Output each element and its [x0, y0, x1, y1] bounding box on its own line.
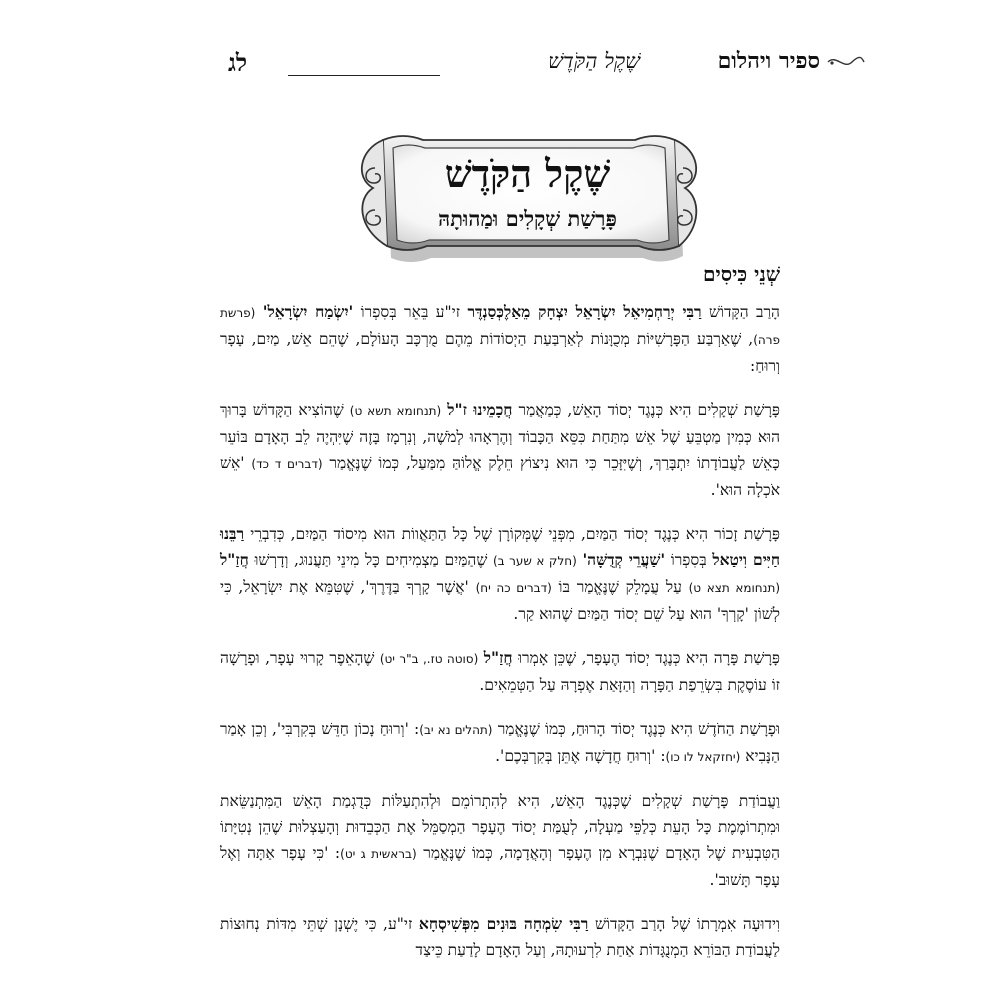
name-emphasis: רַבִּי יְרַחְמִיאֵל יִשְׂרָאֵל יִצְחָק מֵאַלֶכְּסַנְדֶּר	[467, 302, 702, 321]
text-run: , שֶׁאַרְבַּע הַפָּרָשִׁיּוֹת מְכֻוָּנוֹת לְאַרְבַּעַת הַיְסוֹדוֹת מֵהֶם מֻרְכָּב הָעוֹלָם, שֶׁהֵם אֵשׁ, מַיִם, עָפָר וְרוּחַ:	[220, 330, 780, 375]
running-section-title: שֶׁקֶל הַקֹּדֶשׁ	[548, 49, 640, 73]
book-title-emphasis: 'יִשְׂמַח יִשְׂרָאֵל'	[262, 302, 354, 321]
paragraph	[220, 299, 780, 379]
text-run: שֶׁהַמַּיִם מַצְמִיחִים כָּל מִינֵי תַּעֲנוּג, וְדָרְשׁוּ	[248, 551, 493, 569]
paragraph	[220, 645, 780, 698]
name-emphasis: רַבֵּנוּ חַיִּים וִיטַאל	[220, 524, 781, 569]
text-run: : 'וְרוּחַ חֲדָשָׁה אֶתֵּן בְּקִרְבְּכֶם'.	[495, 747, 666, 765]
text-run: פָּרָשַׁת פָּרָה הִיא כְּנֶגֶד יְסוֹד הֶעָפָר, שֶׁכֵּן אָמְרוּ	[512, 649, 781, 667]
source-reference: (תנחומא תשא ט)	[349, 404, 442, 418]
text-run: פָּרָשַׁת שְׁקָלִים הִיא כְּנֶגֶד יְסוֹד הָאֵשׁ, כְּמַאֲמַר	[512, 401, 780, 419]
source-reference: (סוטה טז., ב"ר יט)	[379, 652, 479, 666]
text-run: שֶׁהוֹצִיא הַקָּדוֹשׁ בָּרוּךְ הוּא כְּמִין מַטְבֵּעַ שֶׁל אֵשׁ מִתַּחַת כִּסֵּא הַכָּבוֹד וְהֶרְאָהוּ לְמֹשֶׁה, וְנִרְמָז בָּזֶה שֶׁיִּהְיֶה לֵב הָאָדָם בּוֹעֵר כָּאֵשׁ לַעֲבוֹדָתוֹ יִתְבָּרַךְ, וְשֶׁיִּזָּכֵר כִּי הוּא נִיצוֹץ חֵלֶק אֱלוֹהַּ מִמַּעַל, כְּמוֹ שֶׁנֶּאֱמַר	[220, 401, 780, 472]
text-run: : 'וְרוּחַ נָכוֹן חַדֵּשׁ בְּקִרְבִּי', וְכֵן אָמַר הַנָּבִיא	[220, 720, 780, 765]
name-emphasis: רַבִּי שִׂמְחָה בּוּנִים מִפְּשִׁיסְחָא	[418, 914, 589, 933]
text-run: פָּרָשַׁת זָכוֹר הִיא כְּנֶגֶד יְסוֹד הַמַּיִם, מִפְּנֵי שֶׁמְּקוֹרָן שֶׁל כָּל הַתַּאֲווֹת הוּא מִיסוֹד הַמַּיִם, כְּדִבְרֵי	[244, 525, 780, 543]
source-reference: (חלק א שער ב)	[492, 554, 577, 568]
paragraph	[220, 397, 780, 503]
source-reference: (דברים כה יח)	[475, 581, 552, 595]
text-run: הָרַב הַקָּדוֹשׁ	[701, 303, 780, 321]
name-emphasis: חֲכָמֵינוּ ז"ל	[447, 400, 513, 419]
text-run: שֶׁהָאֵפֶר קָרוּי עָפָר, וּפָרָשָׁה זוֹ עוֹסֶקֶת בִּשְׂרֵפַת הַפָּרָה וְהַזָּאַת אֶפְרָהּ עַל הַטְּמֵאִים.	[220, 649, 780, 694]
text-run: עַל עֲמָלֵק שֶׁנֶּאֱמַר בּוֹ	[551, 578, 689, 596]
source-reference: (דברים ד כד)	[251, 457, 323, 471]
text-run: 'אֵשׁ אֹכְלָה הוּא'.	[220, 454, 780, 499]
source-reference: (תנחומא תצא ט)	[688, 581, 781, 595]
chapter-subtitle: פָּרָשַׁת שְׁקָלִים וּמַהוּתָהּ	[438, 206, 617, 231]
source-reference: (בראשית ג יט)	[340, 847, 417, 861]
text-run: וַעֲבוֹדַת פָּרָשַׁת שְׁקָלִים שֶׁכְּנֶגֶד הָאֵשׁ, הִיא לְהִתְרוֹמֵם וּלְהִתְעַלּוֹת כְּדֻגְמַת הָאֵשׁ הַמִּתְנַשֵּׂאת וּמִתְרוֹמֶמֶת כָּל הָעֵת כְּלַפֵּי מַעְלָה, לְעֻמַּת יְסוֹד הֶעָפָר הַמְסַמֵּל אֶת הַכְּבֵדוּת וְהָעַצְלוּת שֶׁהֵן נְטִיָּתוֹ הַטִּבְעִית שֶׁל הָאָדָם שֶׁנִּבְרָא מִן הֶעָפָר וְהָאֲדָמָה, כְּמוֹ שֶׁנֶּאֱמַר	[220, 792, 781, 862]
chapter-title: שֶׁקֶל הַקֹּדֶשׁ	[444, 151, 611, 196]
name-emphasis: חֲזַ"ל	[220, 550, 249, 569]
paragraph	[220, 788, 780, 893]
title-cartouche	[345, 128, 710, 276]
text-run: 'אֲשֶׁר קָרְךָ בַּדֶּרֶךְ', שֶׁטִּמֵּא אֶת יִשְׂרָאֵל, כִּי לְשׁוֹן 'קָרְךָ' הוּא עַל שֵׁם יְסוֹד הַמַּיִם שֶׁהוּא קַר.	[220, 578, 780, 623]
section-heading: שְׁנֵי כִּיסִים	[703, 262, 780, 286]
text-run: זי"ע, כִּי יֶשְׁנָן שְׁתֵּי מִדּוֹת נְחוּצוֹת לַעֲבוֹדַת הַבּוֹרֵא הַמְנֻגָּדוֹת אַחַת לִרְעוּתָהּ, וְעַל הָאָדָם לָדַעַת כֵּיצַד	[220, 915, 780, 959]
source-reference: (יחזקאל לו כו)	[665, 750, 741, 764]
book-title: ספיר ויהלום	[717, 48, 820, 74]
page-number: לג	[228, 48, 248, 77]
source-reference: (תהלים נא יב)	[419, 723, 493, 737]
body-text	[220, 262, 780, 981]
text-run: בְּסִפְרוֹ	[665, 551, 713, 569]
running-header	[228, 48, 820, 84]
name-emphasis: חֲזַ"ל	[483, 648, 513, 667]
paragraph	[220, 716, 780, 770]
text-run: : 'כִּי עָפָר אַתָּה וְאֶל עָפָר תָּשׁוּב'.	[220, 844, 780, 889]
header-rule	[288, 75, 440, 76]
paragraph	[220, 521, 780, 627]
paragraph	[220, 911, 780, 963]
text-run: וּפָרָשַׁת הַחֹדֶשׁ הִיא כְּנֶגֶד יְסוֹד הָרוּחַ, כְּמוֹ שֶׁנֶּאֱמַר	[492, 720, 780, 738]
text-run: וִידוּעָה אִמְרָתוֹ שֶׁל הָרַב הַקָּדוֹשׁ	[588, 915, 781, 933]
book-title-emphasis: 'שַׁעֲרֵי קְדֻשָּׁה'	[582, 550, 666, 569]
flourish-ornament-icon	[826, 54, 866, 70]
text-run: זי"ע בֵּאֵר בְּסִפְרוֹ	[353, 303, 468, 321]
source-reference: (פרשת פרה)	[220, 306, 780, 347]
